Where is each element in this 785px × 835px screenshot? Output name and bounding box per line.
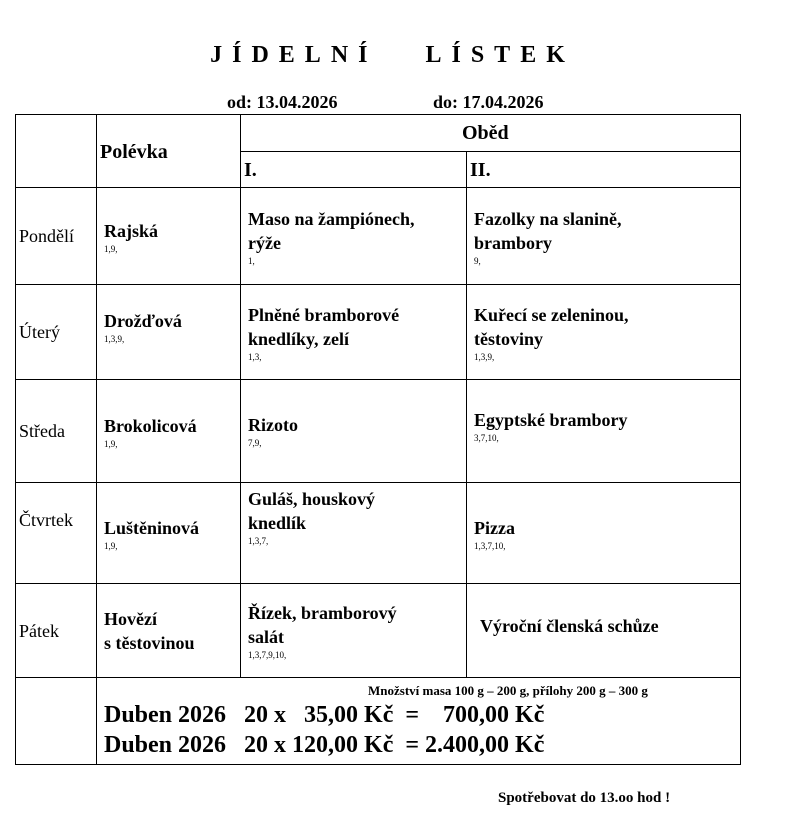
- date-from-value: 13.04.2026: [256, 92, 338, 112]
- table-divider-menu: [466, 151, 467, 678]
- menu2-item: [474, 408, 628, 444]
- menu1-item: [248, 207, 415, 267]
- day-label: Úterý: [19, 322, 60, 342]
- dish-name-line2: těstoviny: [474, 329, 543, 349]
- table-row-line: [15, 482, 741, 483]
- day-label: Středa: [19, 421, 65, 441]
- date-to-value: 17.04.2026: [462, 92, 544, 112]
- menu1-item: [248, 487, 375, 547]
- price-line: Duben 2026 20 x 35,00 Kč = 700,00 Kč: [104, 702, 545, 728]
- table-border-top: [15, 114, 741, 115]
- dish-name: Rizoto: [248, 415, 298, 435]
- header-menu-1: I.: [244, 159, 257, 181]
- soup-item: [104, 516, 199, 552]
- allergen-codes: 1,3,9,: [104, 334, 125, 344]
- allergen-codes: 1,3,7,10,: [474, 541, 506, 551]
- soup-item: [104, 309, 182, 345]
- dish-name: Pizza: [474, 518, 515, 538]
- menu-title: JÍDELNÍ LÍSTEK: [210, 42, 575, 68]
- allergen-codes: 1,9,: [104, 244, 118, 254]
- soup-item: [104, 607, 195, 655]
- price-line: Duben 2026 20 x 120,00 Kč = 2.400,00 Kč: [104, 732, 545, 758]
- table-border-left: [15, 114, 16, 765]
- header-soup: Polévka: [100, 141, 168, 163]
- date-from-label: od:: [227, 92, 253, 112]
- menu2-item: [474, 303, 628, 363]
- table-divider-day: [96, 114, 97, 765]
- dish-name-line2: brambory: [474, 233, 552, 253]
- dish-name: Luštěninová: [104, 518, 200, 538]
- allergen-codes: 9,: [474, 256, 481, 266]
- dish-name: Guláš, houskový: [248, 489, 376, 509]
- menu1-item: [248, 303, 399, 363]
- allergen-codes: 1,: [248, 256, 255, 266]
- allergen-codes: 1,3,7,: [248, 536, 269, 546]
- date-to-label: do:: [433, 92, 459, 112]
- day-label: Pondělí: [19, 226, 75, 246]
- dish-name: Drožďová: [104, 311, 182, 331]
- dish-name: Kuřecí se zeleninou,: [474, 305, 629, 325]
- date-from: [227, 92, 338, 113]
- dish-name: Řízek, bramborový: [248, 603, 397, 623]
- day-label: Pátek: [19, 621, 59, 641]
- allergen-codes: 1,3,9,: [474, 352, 495, 362]
- dish-name: Maso na žampiónech,: [248, 209, 415, 229]
- table-border-right: [740, 114, 741, 765]
- dish-name: Egyptské brambory: [474, 410, 628, 430]
- day-label: Čtvrtek: [19, 510, 73, 530]
- menu2-item: [474, 516, 515, 552]
- table-row-line: [15, 187, 741, 188]
- dish-name: Brokolicová: [104, 416, 197, 436]
- menu2-item: [474, 207, 622, 267]
- header-menu-2: II.: [470, 159, 491, 181]
- dish-name: Fazolky na slanině,: [474, 209, 622, 229]
- table-header-divider: [240, 151, 741, 152]
- allergen-codes: 7,9,: [248, 438, 262, 448]
- table-divider-soup: [240, 114, 241, 678]
- dish-name: Rajská: [104, 221, 159, 241]
- table-row-line: [15, 677, 741, 678]
- dish-name-line2: rýže: [248, 233, 281, 253]
- soup-item: [104, 414, 197, 450]
- soup-item: [104, 219, 158, 255]
- menu2-item: [480, 614, 659, 638]
- date-to: [433, 92, 544, 113]
- table-row-line: [15, 583, 741, 584]
- dish-name-line2: salát: [248, 627, 284, 647]
- table-row-line: [15, 284, 741, 285]
- allergen-codes: 1,3,7,9,10,: [248, 650, 287, 660]
- table-row-line: [15, 379, 741, 380]
- header-lunch: Oběd: [462, 122, 509, 144]
- menu1-item: [248, 601, 397, 661]
- footer-note: Spotřebovat do 13.oo hod !: [498, 790, 671, 806]
- portion-note: Množství masa 100 g – 200 g, přílohy 200 g – 300 g: [368, 683, 648, 698]
- menu1-item: [248, 413, 298, 449]
- dish-name: Plněné bramborové: [248, 305, 400, 325]
- allergen-codes: 1,9,: [104, 541, 118, 551]
- dish-name-line2: knedlík: [248, 513, 307, 533]
- allergen-codes: 1,3,: [248, 352, 262, 362]
- allergen-codes: 3,7,10,: [474, 433, 499, 443]
- dish-name: Hovězí: [104, 609, 157, 629]
- allergen-codes: 1,9,: [104, 439, 118, 449]
- table-border-bottom: [15, 764, 741, 765]
- dish-name: Výroční členská schůze: [480, 616, 659, 636]
- dish-name-line2: s těstovinou: [104, 633, 195, 653]
- dish-name-line2: knedlíky, zelí: [248, 329, 350, 349]
